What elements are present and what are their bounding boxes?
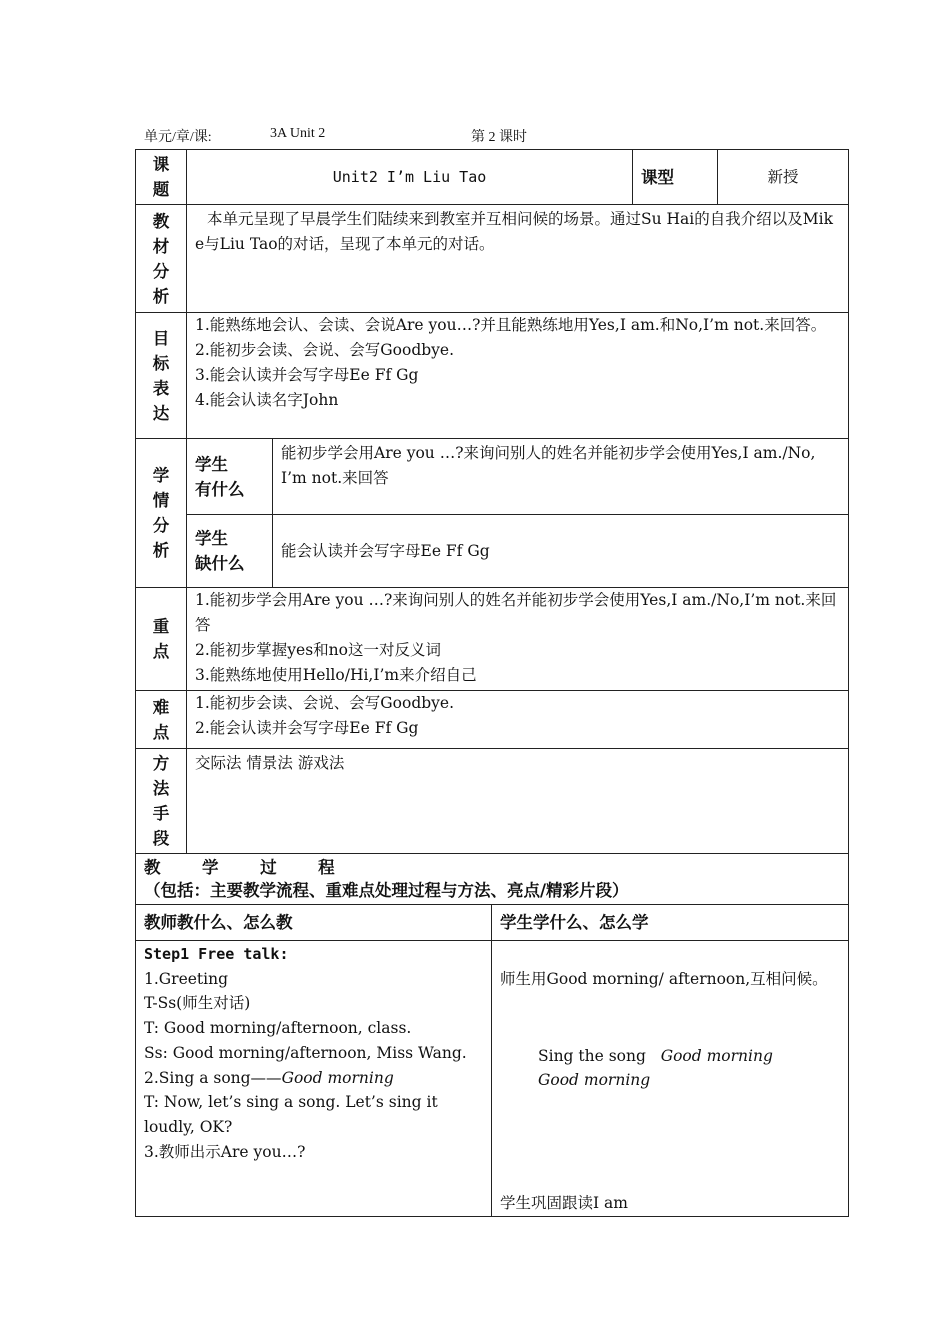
- student-song-title: Good morning: [538, 1071, 651, 1090]
- sing-song-line: 2.Sing a song——Good morning: [144, 1068, 394, 1087]
- student-greeting: 师生用Good morning/ afternoon,互相问候。: [500, 970, 828, 988]
- methods-label: 方 法 手 段: [136, 749, 187, 854]
- process-title-row: [136, 854, 849, 905]
- material-text: 本单元呈现了早晨学生们陆续来到教室并互相问候的场景。通过Su Hai的自我介绍以及Mike与Liu Tao的对话，呈现了本单元的对话。: [187, 205, 849, 313]
- students-greeting: Ss: Good morning/afternoon, Miss Wang.: [144, 1043, 467, 1062]
- goals-row: [136, 313, 849, 439]
- students-lack-row: [136, 515, 849, 588]
- key-point-item: 3.能熟练地使用Hello/Hi,I’m来介绍自己: [195, 666, 477, 684]
- lesson-plan-table: [135, 149, 849, 1217]
- header-lesson: 第 2 课时: [471, 130, 527, 145]
- song-title: Good morning: [281, 1068, 394, 1087]
- students-have-label: 学生 有什么: [187, 439, 273, 515]
- goal-item: 4.能会认读名字John: [195, 391, 339, 409]
- material-label: 教 材 分 析: [136, 205, 187, 313]
- students-have-row: [136, 439, 849, 515]
- header-label: 单元/章/课:: [144, 130, 212, 145]
- difficulties-list: [187, 691, 849, 749]
- teacher-greeting: T: Good morning/afternoon, class.: [144, 1019, 412, 1038]
- material-row: [136, 205, 849, 313]
- step1-title: Step1 Free talk:: [144, 945, 289, 963]
- teacher-process: [136, 941, 492, 1217]
- students-lack-text: 能会认读并会写字母Ee Ff Gg: [273, 515, 849, 588]
- topic-value: Unit2 I’m Liu Tao: [187, 150, 633, 205]
- goals-list: [187, 313, 849, 439]
- key-points-row: [136, 588, 849, 691]
- header-unit: 3A Unit 2: [270, 126, 326, 141]
- student-column-header: 学生学什么、怎么学: [492, 905, 849, 941]
- process-header-row: [136, 905, 849, 941]
- goals-label: 目 标 表 达: [136, 313, 187, 439]
- topic-label: 课 题: [136, 150, 187, 205]
- difficulties-label: 难 点: [136, 691, 187, 749]
- key-points-list: [187, 588, 849, 691]
- difficulty-item: 1.能初步会读、会说、会写Goodbye.: [195, 694, 455, 712]
- student-follow-read: 学生巩固跟读I am: [500, 1194, 628, 1213]
- goal-item: 2.能初步会读、会说、会写Goodbye.: [195, 341, 455, 359]
- greeting-line: 1.Greeting: [144, 969, 229, 988]
- lesson-type-value: 新授: [718, 150, 849, 205]
- students-lack-label: 学生 缺什么: [187, 515, 273, 588]
- methods-text: 交际法 情景法 游戏法: [187, 749, 849, 854]
- show-question-line: 3.教师出示Are you…?: [144, 1142, 306, 1161]
- students-have-text: 能初步学会用Are you …?来询问别人的姓名并能初步学会使用Yes,I am./No,I’m not.来回答: [273, 439, 849, 515]
- methods-row: [136, 749, 849, 854]
- topic-row: [136, 150, 849, 205]
- process-subtitle: （包括：主要教学流程、重难点处理过程与方法、亮点/精彩片段）: [144, 881, 629, 900]
- teacher-sing-instruction-2: loudly, OK?: [144, 1117, 233, 1136]
- difficulties-row: [136, 691, 849, 749]
- difficulty-item: 2.能会认读并会写字母Ee Ff Gg: [195, 719, 419, 737]
- process-body-row: [136, 941, 849, 1217]
- student-sing-line: Sing the song Good morning: [538, 1046, 773, 1065]
- teacher-column-header: 教师教什么、怎么教: [136, 905, 492, 941]
- key-point-item: 2.能初步掌握yes和no这一对反义词: [195, 641, 441, 659]
- tss-line: T-Ss(师生对话): [144, 994, 251, 1013]
- student-process: [492, 941, 849, 1217]
- teacher-sing-instruction: T: Now, let’s sing a song. Let’s sing it: [144, 1093, 438, 1112]
- lesson-type-label: 课型: [633, 150, 718, 205]
- key-point-item: 1.能初步学会用Are you …?来询问别人的姓名并能初步学会使用Yes,I am./No,I’m not.来回答: [195, 591, 837, 634]
- students-label: 学 情 分 析: [136, 439, 187, 588]
- process-title: [136, 854, 849, 905]
- goal-item: 3.能会认读并会写字母Ee Ff Gg: [195, 366, 419, 384]
- key-points-label: 重 点: [136, 588, 187, 691]
- process-title-chars: 教 学 过 程: [144, 858, 335, 877]
- goal-item: 1.能熟练地会认、会读、会说Are you…?并且能熟练地用Yes,I am.和No,I’m not.来回答。: [195, 316, 827, 334]
